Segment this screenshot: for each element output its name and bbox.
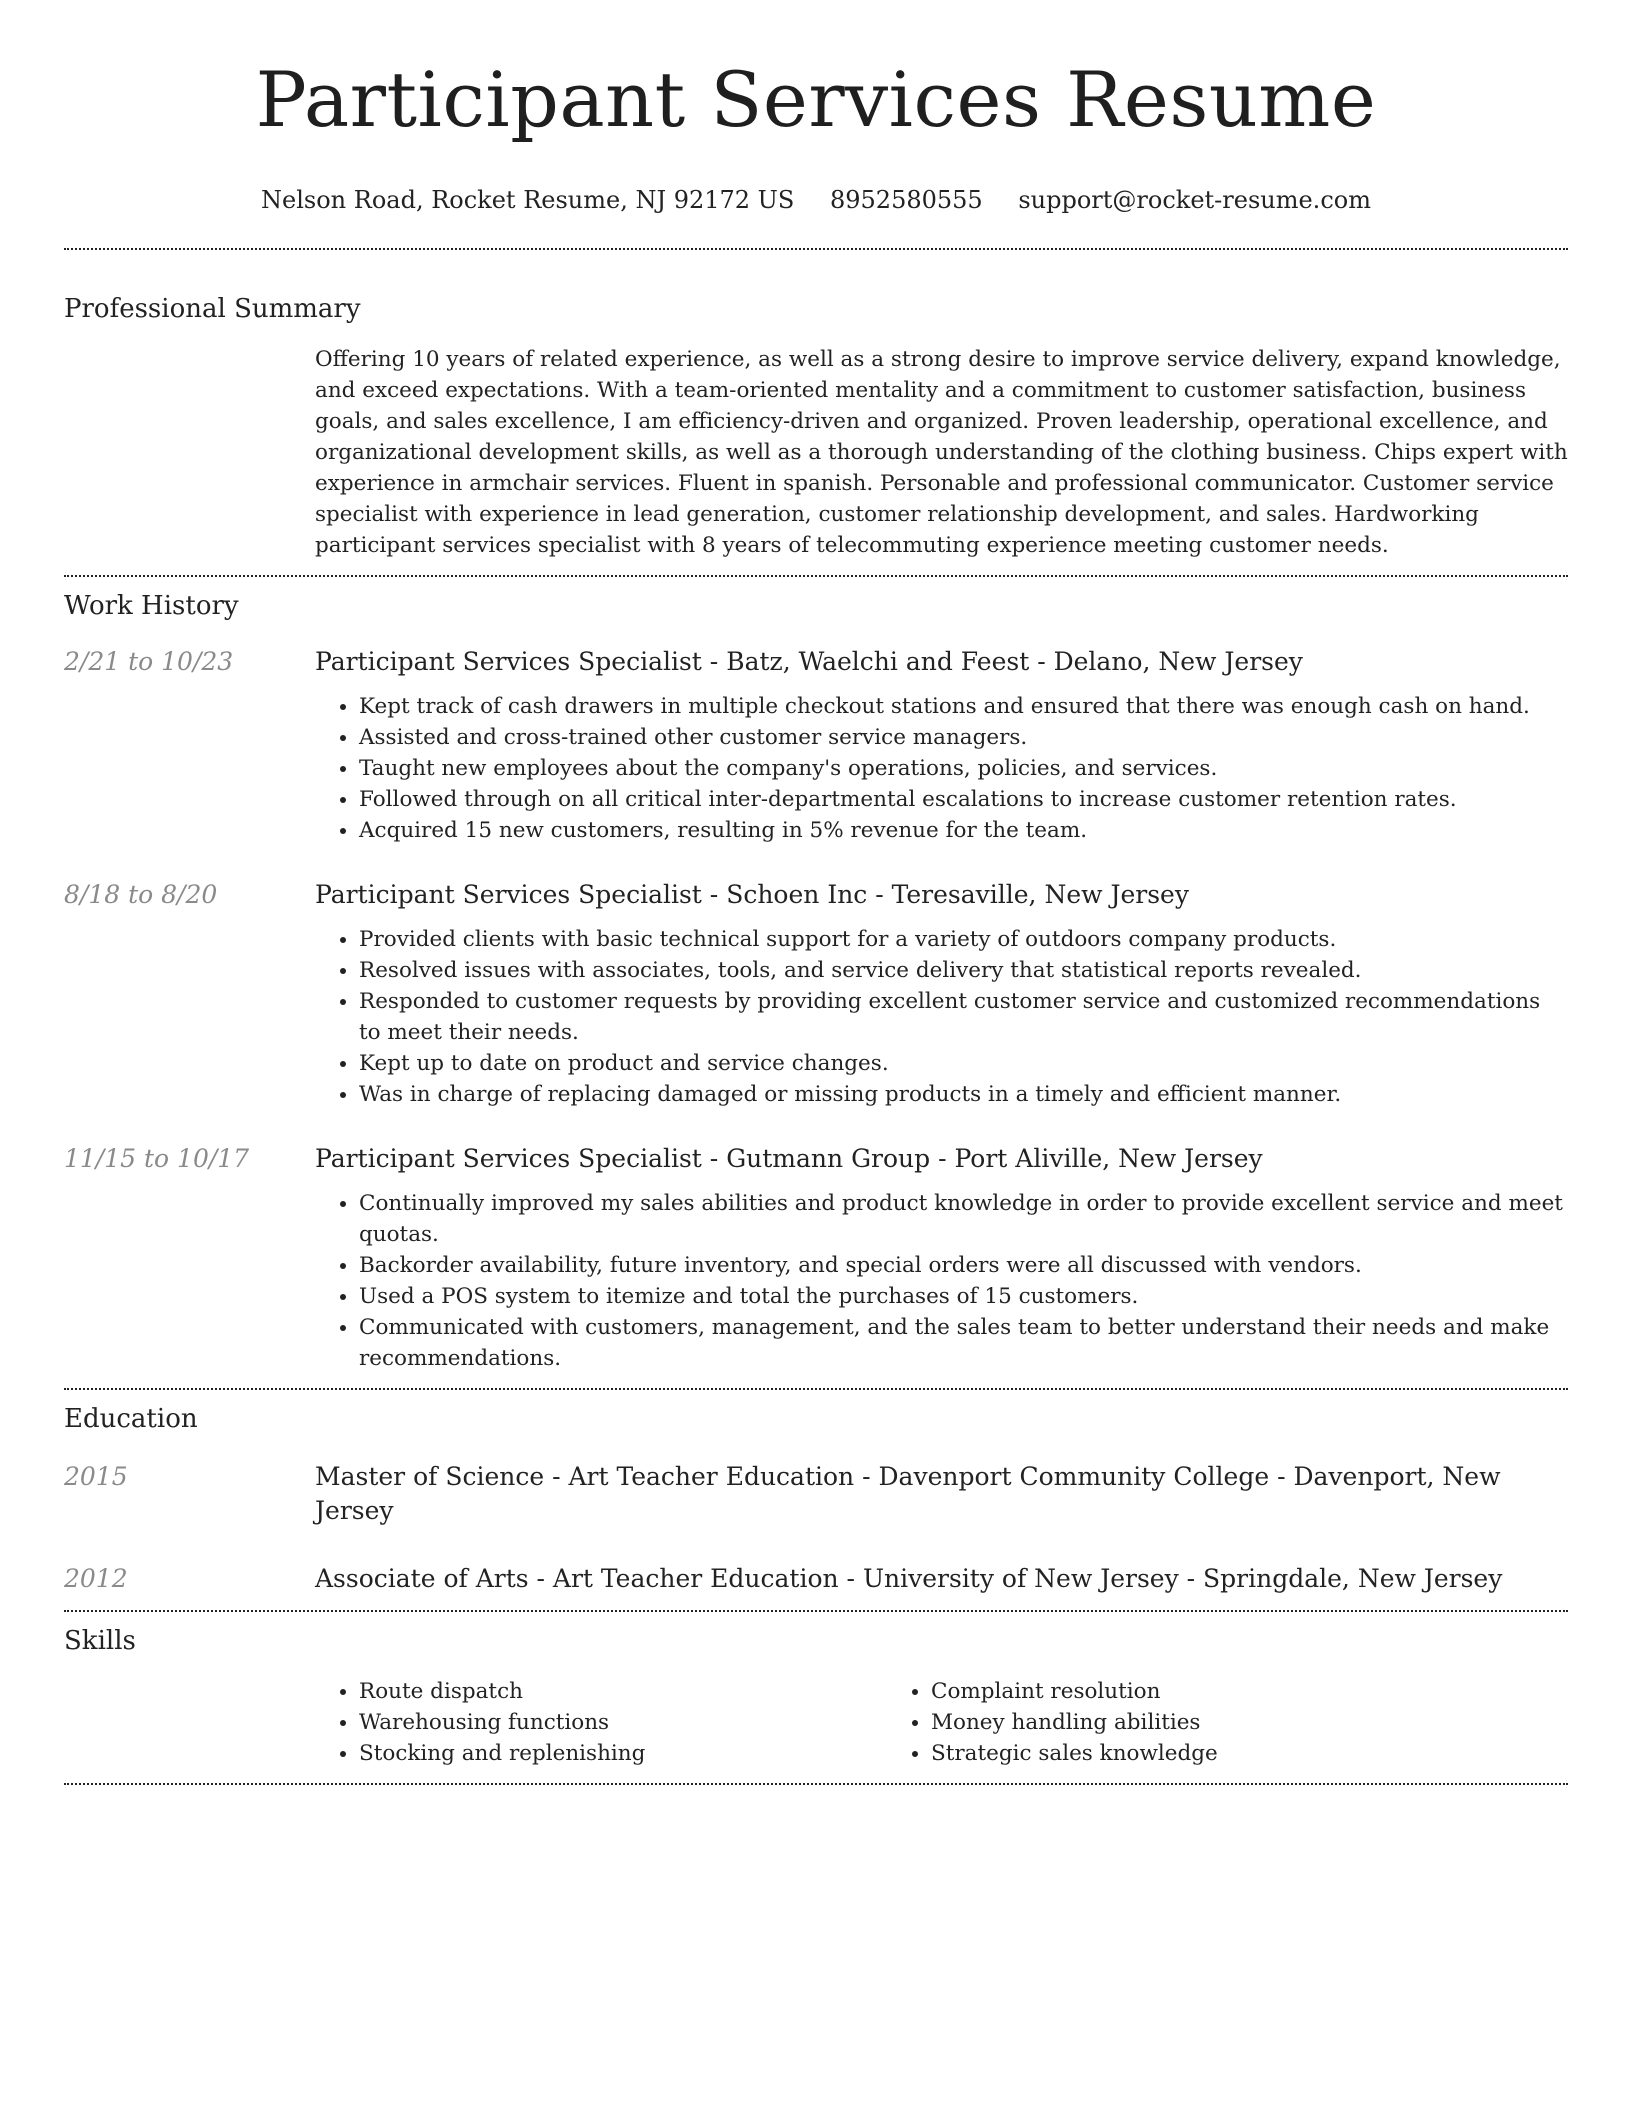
contact-email: support@rocket-resume.com xyxy=(1018,186,1371,214)
summary-row xyxy=(64,344,1568,561)
job-bullet: • Provided clients with basic technical support for a variety of outdoors company products. xyxy=(359,924,1568,955)
job-bullet: • Was in charge of replacing damaged or missing products in a timely and efficient manner. xyxy=(359,1079,1568,1110)
job-bullets xyxy=(315,691,1568,846)
contact-address: Nelson Road, Rocket Resume, NJ 92172 US xyxy=(261,186,795,214)
divider xyxy=(64,575,1568,577)
skills-column xyxy=(315,1676,887,1769)
job-bullet: • Followed through on all critical inter-departmental escalations to increase customer retention rates. xyxy=(359,784,1568,815)
education-title: Associate of Arts - Art Teacher Education - University of New Jersey - Springdale, New Jersey xyxy=(315,1564,1503,1593)
divider xyxy=(64,1783,1568,1785)
education-heading: Education xyxy=(64,1404,198,1434)
job-bullet: • Taught new employees about the company's operations, policies, and services. xyxy=(359,753,1568,784)
education-entry xyxy=(64,1460,1568,1528)
summary-text: Offering 10 years of related experience, as well as a strong desire to improve service delivery, expand knowledge, and exceed expectations. With a team-oriented mentality and a commitment to customer satisfaction, business goals, and sales excellence, I am efficiency-driven and organized. Proven leadership, operational excellence, and organizational development skills, as well as a thorough understanding of the clothing business. Chips expert with experience in armchair services. Fluent in spanish. Personable and professional communicator. Customer service specialist with experience in lead generation, customer relationship development, and sales. Hardworking participant services specialist with 8 years of telecommuting experience meeting customer needs. xyxy=(315,347,1568,558)
job-bullet: • Communicated with customers, management, and the sales team to better understand their needs and make recommendations. xyxy=(359,1312,1568,1374)
contact-line xyxy=(64,184,1568,216)
contact-phone: 8952580555 xyxy=(830,186,983,214)
job-bullet: • Kept track of cash drawers in multiple checkout stations and ensured that there was enough cash on hand. xyxy=(359,691,1568,722)
skills-column xyxy=(887,1676,1459,1769)
divider xyxy=(64,1610,1568,1612)
skill-item: • Warehousing functions xyxy=(359,1707,887,1738)
job-dates: 8/18 to 8/20 xyxy=(64,880,218,909)
job-bullet: • Used a POS system to itemize and total the purchases of 15 customers. xyxy=(359,1281,1568,1312)
divider xyxy=(64,1388,1568,1390)
resume-title: Participant Services Resume xyxy=(255,55,1377,144)
job-title: Participant Services Specialist - Schoen Inc - Teresaville, New Jersey xyxy=(315,880,1189,909)
job-bullets xyxy=(315,1188,1568,1374)
skill-item: • Money handling abilities xyxy=(931,1707,1459,1738)
education-title: Master of Science - Art Teacher Education - Davenport Community College - Davenport, New Jersey xyxy=(315,1462,1501,1525)
skill-item: • Complaint resolution xyxy=(931,1676,1459,1707)
job-dates: 11/15 to 10/17 xyxy=(64,1144,250,1173)
skills-grid xyxy=(315,1676,1568,1769)
education-entry xyxy=(64,1562,1568,1596)
job-bullet: • Assisted and cross-trained other customer service managers. xyxy=(359,722,1568,753)
skill-item: • Strategic sales knowledge xyxy=(931,1738,1459,1769)
summary-heading: Professional Summary xyxy=(64,294,361,324)
job-bullet: • Continually improved my sales abilities and product knowledge in order to provide excellent service and meet quotas. xyxy=(359,1188,1568,1250)
job-bullets xyxy=(315,924,1568,1110)
job-bullet: • Resolved issues with associates, tools, and service delivery that statistical reports revealed. xyxy=(359,955,1568,986)
job-title: Participant Services Specialist - Gutmann Group - Port Aliville, New Jersey xyxy=(315,1144,1263,1173)
job-entry xyxy=(64,645,1568,846)
skills-row xyxy=(64,1676,1568,1769)
job-dates: 2/21 to 10/23 xyxy=(64,647,234,676)
skills-heading: Skills xyxy=(64,1626,136,1656)
divider xyxy=(64,248,1568,250)
job-title: Participant Services Specialist - Batz, Waelchi and Feest - Delano, New Jersey xyxy=(315,647,1303,676)
education-year: 2015 xyxy=(64,1462,128,1491)
job-bullet: • Kept up to date on product and service changes. xyxy=(359,1048,1568,1079)
skill-item: • Stocking and replenishing xyxy=(359,1738,887,1769)
job-entry xyxy=(64,878,1568,1110)
education-year: 2012 xyxy=(64,1564,128,1593)
job-bullet: • Backorder availability, future inventory, and special orders were all discussed with vendors. xyxy=(359,1250,1568,1281)
job-bullet: • Acquired 15 new customers, resulting in 5% revenue for the team. xyxy=(359,815,1568,846)
work-history-heading: Work History xyxy=(64,591,239,621)
job-bullet: • Responded to customer requests by providing excellent customer service and customized recommendations to meet their needs. xyxy=(359,986,1568,1048)
skill-item: • Route dispatch xyxy=(359,1676,887,1707)
job-entry xyxy=(64,1142,1568,1374)
